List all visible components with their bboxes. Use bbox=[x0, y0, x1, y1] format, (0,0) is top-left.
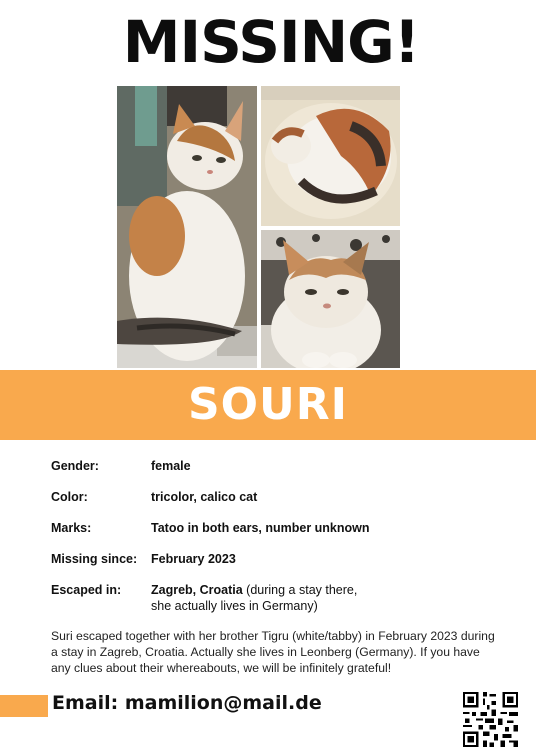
detail-label: Color: bbox=[51, 490, 88, 504]
detail-value: Tatoo in both ears, number unknown bbox=[151, 521, 370, 535]
detail-row-missing-since bbox=[51, 551, 236, 567]
detail-value: female bbox=[151, 459, 191, 473]
escape-location: Zagreb, Croatia bbox=[151, 583, 243, 597]
detail-label: Marks: bbox=[51, 521, 92, 535]
cat-curled-photo bbox=[261, 86, 400, 226]
qr-code-icon bbox=[463, 692, 518, 747]
detail-row-escaped-in bbox=[51, 582, 357, 614]
detail-row-marks bbox=[51, 520, 370, 536]
cat-name: SOURI bbox=[187, 379, 349, 430]
detail-label: Missing since: bbox=[51, 552, 138, 566]
cat-sitting-photo bbox=[117, 86, 257, 368]
name-banner bbox=[0, 370, 536, 440]
contact-email[interactable]: Email: mamilion@mail.de bbox=[52, 692, 322, 714]
detail-value bbox=[151, 582, 357, 614]
detail-label: Gender: bbox=[51, 459, 99, 473]
story-paragraph: Suri escaped together with her brother Tigru (white/tabby) in February 2023 during a stay in Zagreb, Croatia. Actually she lives in Leonberg (Germany). If you have any clues about their whereabouts, we will be infinitely grateful! bbox=[51, 629, 495, 675]
escape-note-line2: she actually lives in Germany) bbox=[151, 599, 318, 613]
detail-value: tricolor, calico cat bbox=[151, 490, 258, 504]
detail-row-gender bbox=[51, 458, 191, 474]
email-accent-bar bbox=[0, 695, 48, 717]
escape-note: (during a stay there, bbox=[242, 583, 358, 597]
missing-headline: MISSING! bbox=[122, 8, 420, 76]
detail-label: Escaped in: bbox=[51, 583, 122, 597]
detail-row-color bbox=[51, 489, 257, 505]
detail-value: February 2023 bbox=[151, 552, 236, 566]
cat-closeup-photo bbox=[261, 230, 400, 368]
